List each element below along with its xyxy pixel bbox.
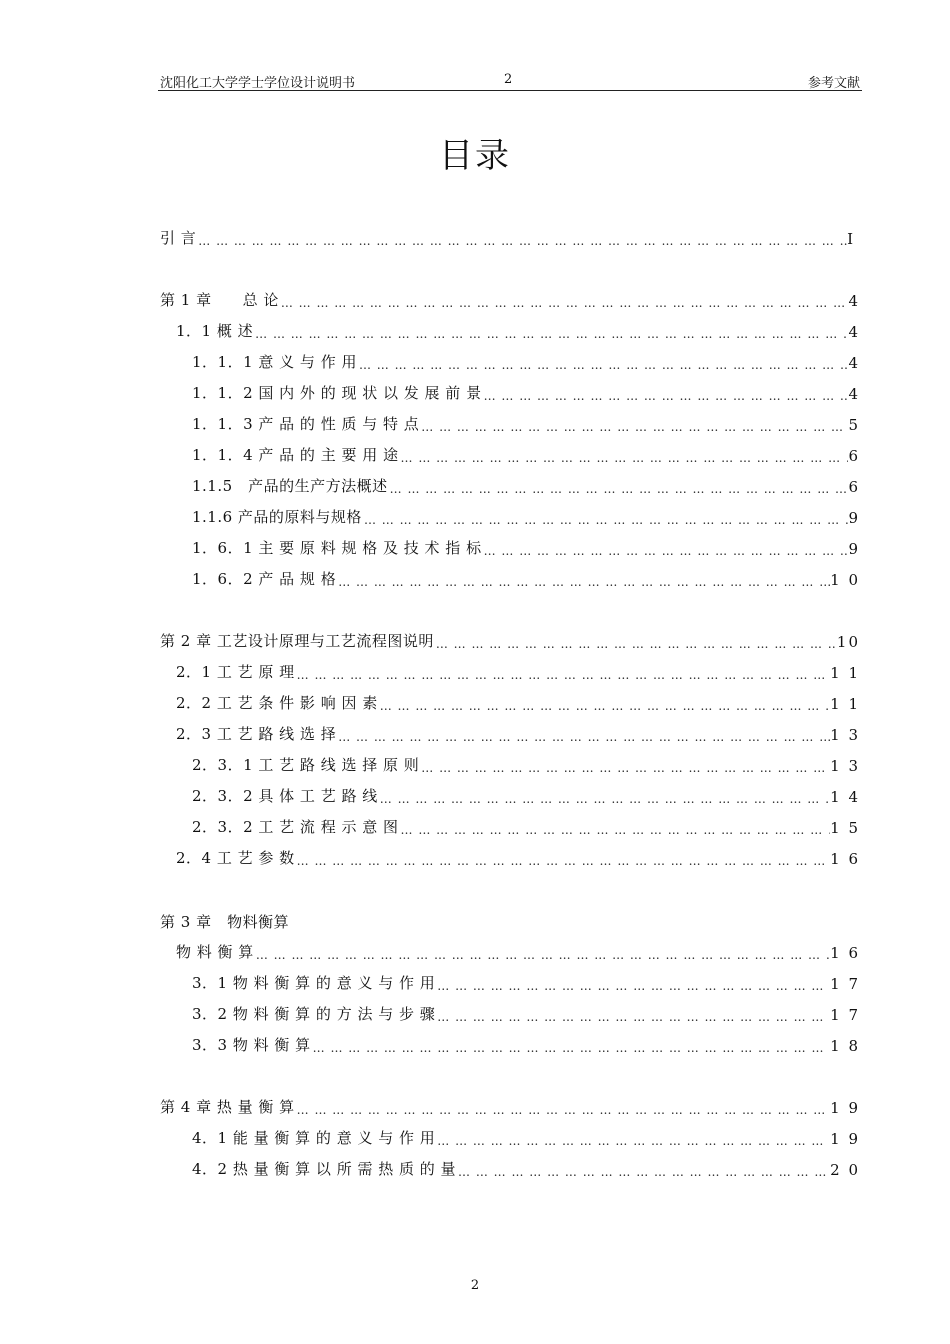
toc-entry-label: 引 言 — [160, 229, 197, 247]
toc-leader-dots — [196, 234, 847, 248]
toc-entry-page: 1 6 — [830, 850, 860, 868]
toc-entry[interactable] — [160, 288, 860, 310]
toc-entry-label: 1.1.6 产品的原料与规格 — [192, 508, 362, 526]
toc-entry-page: 9 — [848, 540, 860, 558]
toc-entry-label: 3．2 物 料 衡 算 的 方 法 与 步 骤 — [192, 1005, 436, 1023]
toc-entry-page: 10 — [836, 633, 860, 651]
toc-leader-dots — [362, 513, 849, 527]
toc-entry-page: 1 9 — [830, 1130, 860, 1148]
chapter-3-heading[interactable]: 第 3 章 物料衡算 — [160, 913, 290, 931]
toc-entry-label: 2．2 工 艺 条 件 影 响 因 素 — [176, 694, 378, 712]
toc-entry-page: 2 0 — [830, 1161, 860, 1179]
header-page-number: 2 — [504, 72, 513, 87]
toc-entry[interactable] — [160, 226, 855, 248]
toc-entry[interactable] — [192, 971, 860, 993]
toc-entry-label: 1．1．4 产 品 的 主 要 用 途 — [192, 446, 399, 464]
toc-entry-label: 1．1．2 国 内 外 的 现 状 以 发 展 前 景 — [192, 384, 482, 402]
toc-entry[interactable] — [176, 940, 860, 962]
page-title: 目录 — [439, 136, 511, 176]
toc-leader-dots — [336, 730, 830, 744]
toc-leader-dots — [482, 389, 849, 403]
toc-entry-page: 1 4 — [830, 788, 860, 806]
toc-entry[interactable] — [192, 536, 860, 558]
toc-entry[interactable] — [192, 1002, 860, 1024]
toc-entry-label: 2．3．1 工 艺 路 线 选 择 原 则 — [192, 756, 420, 774]
toc-leader-dots — [279, 296, 849, 310]
toc-leader-dots — [378, 699, 830, 713]
toc-leader-dots — [295, 1103, 830, 1117]
toc-entry[interactable] — [192, 505, 860, 527]
toc-entry[interactable] — [176, 319, 860, 341]
toc-entry-page: 1 6 — [830, 944, 860, 962]
toc-leader-dots — [435, 979, 830, 993]
toc-leader-dots — [434, 637, 837, 651]
toc-entry-page: 1 3 — [830, 726, 860, 744]
toc-entry-label: 1.1.5 产品的生产方法概述 — [192, 477, 388, 495]
toc-leader-dots — [357, 358, 848, 372]
toc-leader-dots — [378, 792, 830, 806]
toc-entry-label: 3．3 物 料 衡 算 — [192, 1036, 311, 1054]
toc-entry-page: 1 5 — [830, 819, 860, 837]
toc-entry-page: 6 — [848, 478, 860, 496]
page-footer-number: 2 — [470, 1278, 480, 1293]
toc-entry[interactable] — [176, 660, 860, 682]
toc-entry[interactable] — [160, 629, 860, 651]
toc-entry-page: I — [847, 230, 855, 248]
toc-leader-dots — [419, 420, 848, 434]
toc-entry[interactable] — [192, 1126, 860, 1148]
toc-entry[interactable] — [192, 443, 860, 465]
toc-leader-dots — [435, 1134, 830, 1148]
toc-entry-page: 1 7 — [830, 1006, 860, 1024]
toc-entry-page: 4 — [848, 385, 860, 403]
toc-entry[interactable] — [160, 1095, 860, 1117]
toc-entry-page: 6 — [848, 447, 860, 465]
toc-entry-page: 5 — [848, 416, 860, 434]
toc-entry[interactable] — [192, 381, 860, 403]
toc-entry-label: 4．2 热 量 衡 算 以 所 需 热 质 的 量 — [192, 1160, 457, 1178]
toc-entry-page: 1 1 — [830, 695, 860, 713]
toc-entry-label: 2．3．2 具 体 工 艺 路 线 — [192, 787, 378, 805]
toc-entry-page: 4 — [848, 354, 860, 372]
toc-leader-dots — [295, 668, 830, 682]
toc-entry-label: 3．1 物 料 衡 算 的 意 义 与 作 用 — [192, 974, 436, 992]
toc-leader-dots — [388, 482, 849, 496]
toc-leader-dots — [254, 948, 830, 962]
toc-entry-label: 1．1 概 述 — [176, 322, 254, 340]
toc-entry-page: 1 7 — [830, 975, 860, 993]
header-document-title: 沈阳化工大学学士学位设计说明书 — [160, 76, 356, 91]
toc-entry-page: 1 9 — [830, 1099, 860, 1117]
toc-leader-dots — [456, 1165, 830, 1179]
toc-entry[interactable] — [176, 691, 860, 713]
toc-entry-page: 9 — [848, 509, 860, 527]
toc-entry[interactable] — [192, 784, 860, 806]
toc-leader-dots — [311, 1041, 830, 1055]
toc-leader-dots — [399, 823, 831, 837]
toc-entry-page: 1 0 — [830, 571, 860, 589]
toc-leader-dots — [336, 575, 830, 589]
toc-leader-dots — [253, 327, 848, 341]
toc-entry-label: 2．3 工 艺 路 线 选 择 — [176, 725, 337, 743]
toc-entry[interactable] — [192, 567, 860, 589]
toc-leader-dots — [419, 761, 830, 775]
toc-entry-label: 1．6．2 产 品 规 格 — [192, 570, 337, 588]
toc-entry-label: 第 1 章 总 论 — [160, 291, 279, 309]
toc-entry-label: 第 2 章 工艺设计原理与工艺流程图说明 — [160, 632, 434, 650]
toc-entry[interactable] — [192, 412, 860, 434]
toc-entry[interactable] — [192, 1157, 860, 1179]
toc-entry-label: 2．4 工 艺 参 数 — [176, 849, 295, 867]
toc-entry[interactable] — [192, 815, 860, 837]
toc-entry-page: 4 — [848, 292, 860, 310]
toc-entry-label: 1．6．1 主 要 原 料 规 格 及 技 术 指 标 — [192, 539, 482, 557]
header-section-title: 参考文献 — [807, 76, 860, 91]
toc-entry-label: 第 4 章 热 量 衡 算 — [160, 1098, 295, 1116]
toc-entry[interactable] — [176, 846, 860, 868]
toc-entry[interactable] — [192, 753, 860, 775]
toc-entry-page: 1 8 — [830, 1037, 860, 1055]
toc-entry-label: 4．1 能 量 衡 算 的 意 义 与 作 用 — [192, 1129, 436, 1147]
toc-entry[interactable] — [192, 1033, 860, 1055]
toc-entry-page: 1 1 — [830, 664, 860, 682]
toc-entry-label: 物 料 衡 算 — [176, 943, 254, 961]
toc-entry[interactable] — [192, 350, 860, 372]
toc-entry-label: 1．1．1 意 义 与 作 用 — [192, 353, 357, 371]
toc-entry-label: 2．1 工 艺 原 理 — [176, 663, 295, 681]
toc-leader-dots — [399, 451, 849, 465]
toc-entry[interactable] — [176, 722, 860, 744]
toc-leader-dots — [482, 544, 849, 558]
toc-entry-page: 4 — [848, 323, 860, 341]
toc-entry-label: 1．1．3 产 品 的 性 质 与 特 点 — [192, 415, 420, 433]
toc-leader-dots — [295, 854, 830, 868]
toc-entry[interactable] — [192, 474, 860, 496]
toc-entry-page: 1 3 — [830, 757, 860, 775]
toc-entry-label: 2．3．2 工 艺 流 程 示 意 图 — [192, 818, 399, 836]
toc-leader-dots — [435, 1010, 830, 1024]
